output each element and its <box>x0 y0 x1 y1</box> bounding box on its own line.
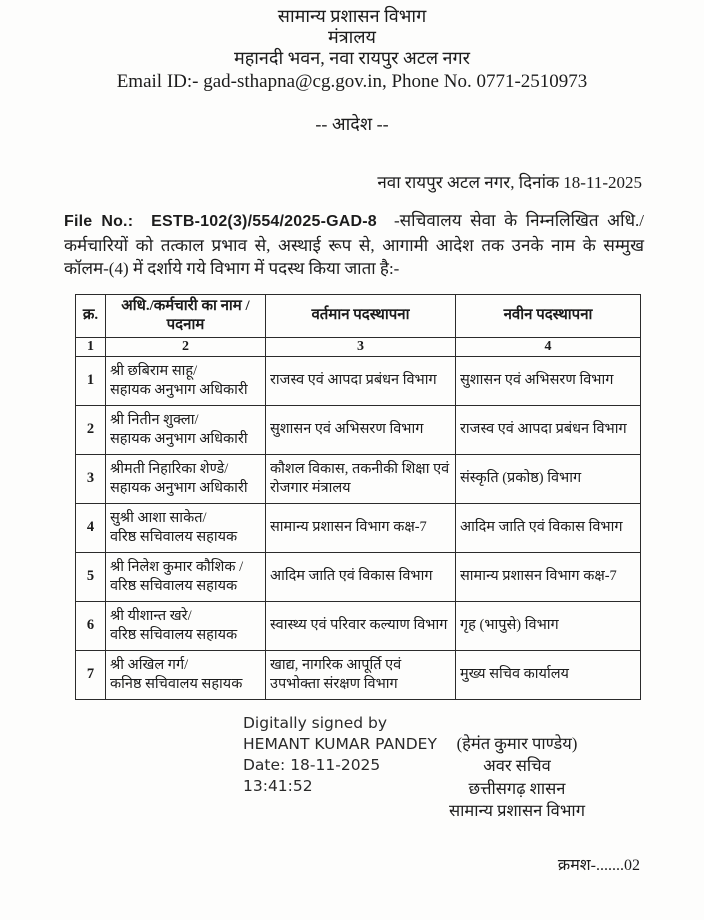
current-posting-cell: स्वास्थ्य एवं परिवार कल्याण विभाग <box>266 601 456 650</box>
row-serial-number: 6 <box>76 601 106 650</box>
current-posting-cell: खाद्य, नागरिक आपूर्ति एवं उपभोक्ता संरक्षण विभाग <box>266 650 456 699</box>
row-serial-number: 3 <box>76 454 106 503</box>
current-posting-cell: सामान्य प्रशासन विभाग कक्ष-7 <box>266 503 456 552</box>
column-number-row <box>76 337 641 356</box>
employee-cell <box>106 552 266 601</box>
place-date-line: नवा रायपुर अटल नगर, दिनांक 18-11-2025 <box>377 173 642 192</box>
table-row <box>76 356 641 405</box>
table-row <box>76 601 641 650</box>
employee-designation: कनिष्ठ सचिवालय सहायक <box>110 675 243 692</box>
employee-designation: सहायक अनुभाग अधिकारी <box>110 381 248 398</box>
signer-government: छत्तीसगढ़ शासन <box>468 778 566 798</box>
col-number-2: 2 <box>106 337 266 356</box>
file-label: File No.: <box>64 213 134 230</box>
col-header-new: नवीन पदस्थापना <box>456 294 641 337</box>
building-address: महानदी भवन, नवा रायपुर अटल नगर <box>233 48 471 68</box>
contact-line: Email ID:- gad-sthapna@cg.gov.in, Phone No. 0771-2510973 <box>116 71 588 92</box>
employee-cell <box>106 601 266 650</box>
digital-signer-name: HEMANT KUMAR PANDEY <box>243 734 437 753</box>
employee-name: श्री नितीन शुक्ला/ <box>110 412 199 428</box>
table-row <box>76 405 641 454</box>
row-serial-number: 1 <box>76 356 106 405</box>
employee-cell <box>106 503 266 552</box>
employee-name: श्री अखिल गर्ग/ <box>110 657 189 673</box>
digital-signature-date: Date: 18-11-2025 <box>243 755 381 774</box>
digital-signature-block <box>243 713 437 797</box>
file-number-block <box>64 213 377 230</box>
signer-department: सामान्य प्रशासन विभाग <box>448 801 585 820</box>
new-posting-cell: सुशासन एवं अभिसरण विभाग <box>456 356 641 405</box>
employee-designation: वरिष्ठ सचिवालय सहायक <box>110 626 238 643</box>
current-posting-cell: सुशासन एवं अभिसरण विभाग <box>266 405 456 454</box>
new-posting-cell: मुख्य सचिव कार्यालय <box>456 650 641 699</box>
employee-name: श्री यीशान्त खरे/ <box>110 608 192 624</box>
digital-signature-time: 13:41:52 <box>243 776 313 795</box>
postings-table <box>75 294 641 700</box>
postings-table-body <box>76 356 641 699</box>
current-posting-cell: आदिम जाति एवं विकास विभाग <box>266 552 456 601</box>
employee-name: श्री छबिराम साहू/ <box>110 363 198 379</box>
new-posting-cell: संस्कृति (प्रकोष्ठ) विभाग <box>456 454 641 503</box>
table-row <box>76 454 641 503</box>
signer-block <box>449 733 585 823</box>
order-paragraph <box>64 209 644 281</box>
employee-cell <box>106 356 266 405</box>
col-number-1: 1 <box>76 337 106 356</box>
employee-name: श्रीमती निहारिका शेण्डे/ <box>110 461 229 477</box>
new-posting-cell: गृह (भापुसे) विभाग <box>456 601 641 650</box>
employee-cell <box>106 454 266 503</box>
col-number-3: 3 <box>266 337 456 356</box>
continuation-note: क्रमश-.......02 <box>557 856 640 874</box>
table-row <box>76 650 641 699</box>
file-number: ESTB-102(3)/554/2025-GAD-8 <box>151 213 377 230</box>
new-posting-cell: राजस्व एवं आपदा प्रबंधन विभाग <box>456 405 641 454</box>
new-posting-cell: सामान्य प्रशासन विभाग कक्ष-7 <box>456 552 641 601</box>
digital-signature-line: Digitally signed by <box>243 713 388 732</box>
employee-designation: सहायक अनुभाग अधिकारी <box>110 430 248 447</box>
table-row <box>76 503 641 552</box>
signer-name: (हेमंत कुमार पाण्डेय) <box>456 733 578 753</box>
current-posting-cell: कौशल विकास, तकनीकी शिक्षा एवं रोजगार मंत्रालय <box>266 454 456 503</box>
new-posting-cell: आदिम जाति एवं विकास विभाग <box>456 503 641 552</box>
employee-designation: वरिष्ठ सचिवालय सहायक <box>110 528 238 545</box>
employee-name: श्री निलेश कुमार कौशिक / <box>110 559 244 575</box>
table-row <box>76 552 641 601</box>
employee-designation: सहायक अनुभाग अधिकारी <box>110 479 248 496</box>
col-number-4: 4 <box>456 337 641 356</box>
order-body-text: -सचिवालय सेवा के निम्नलिखित अधि./कर्मचारियों को तत्काल प्रभाव से, अस्थाई रूप से, आगामी आदेश तक उनके नाम के सम्मुख कॉलम-(4) में दर्शाये गये विभाग में पदस्थ किया जाता है:- <box>64 211 644 278</box>
employee-cell <box>106 650 266 699</box>
col-header-current: वर्तमान पदस्थापना <box>266 294 456 337</box>
signature-section <box>0 713 704 823</box>
row-serial-number: 4 <box>76 503 106 552</box>
current-posting-cell: राजस्व एवं आपदा प्रबंधन विभाग <box>266 356 456 405</box>
employee-designation: वरिष्ठ सचिवालय सहायक <box>110 577 238 594</box>
ministry-name: मंत्रालय <box>327 27 376 47</box>
row-serial-number: 5 <box>76 552 106 601</box>
col-header-name: अधि./कर्मचारी का नाम / पदनाम <box>106 294 266 337</box>
signer-title: अवर सचिव <box>483 756 551 775</box>
col-header-sno: क्र. <box>76 294 106 337</box>
document-header <box>0 6 704 94</box>
row-serial-number: 2 <box>76 405 106 454</box>
row-serial-number: 7 <box>76 650 106 699</box>
employee-cell <box>106 405 266 454</box>
header-row <box>76 294 641 337</box>
order-title: -- आदेश -- <box>315 114 389 134</box>
department-name: सामान्य प्रशासन विभाग <box>277 6 427 26</box>
postings-table-head <box>76 294 641 356</box>
employee-name: सुश्री आशा साकेत/ <box>110 510 207 526</box>
